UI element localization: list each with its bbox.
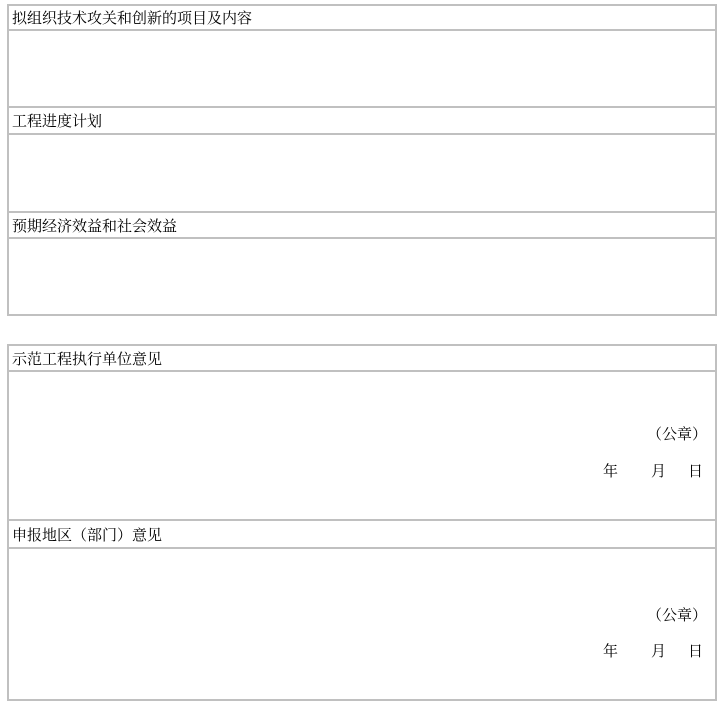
section-content-progress-plan [9, 133, 715, 211]
official-seal-label: （公章） [646, 606, 707, 624]
section-header-executing-unit-opinion: 示范工程执行单位意见 [12, 349, 163, 368]
project-details-table [7, 4, 717, 316]
date-month-label: 月 [650, 462, 666, 480]
section-header-tech-innovation-projects: 拟组织技术攻关和创新的项目及内容 [12, 9, 253, 27]
section-content-tech-innovation-projects [9, 29, 715, 106]
date-day-label: 日 [687, 642, 703, 660]
date-year-label: 年 [602, 462, 618, 480]
date-day-label: 日 [687, 462, 703, 480]
section-content-executing-unit-opinion [9, 370, 715, 519]
section-header-expected-benefits: 预期经济效益和社会效益 [9, 211, 715, 237]
section-header-progress-plan: 工程进度计划 [9, 106, 715, 133]
section-content-expected-benefits [9, 237, 715, 314]
date-line [603, 462, 703, 480]
section-header-declaring-region-opinion: 申报地区（部门）意见 [9, 519, 715, 547]
date-month-label: 月 [650, 642, 666, 660]
opinions-table [7, 344, 717, 701]
date-year-label: 年 [602, 642, 618, 660]
section-content-declaring-region-opinion [9, 547, 715, 699]
date-line [603, 642, 703, 660]
form-page [0, 4, 724, 715]
official-seal-label: （公章） [646, 425, 707, 443]
